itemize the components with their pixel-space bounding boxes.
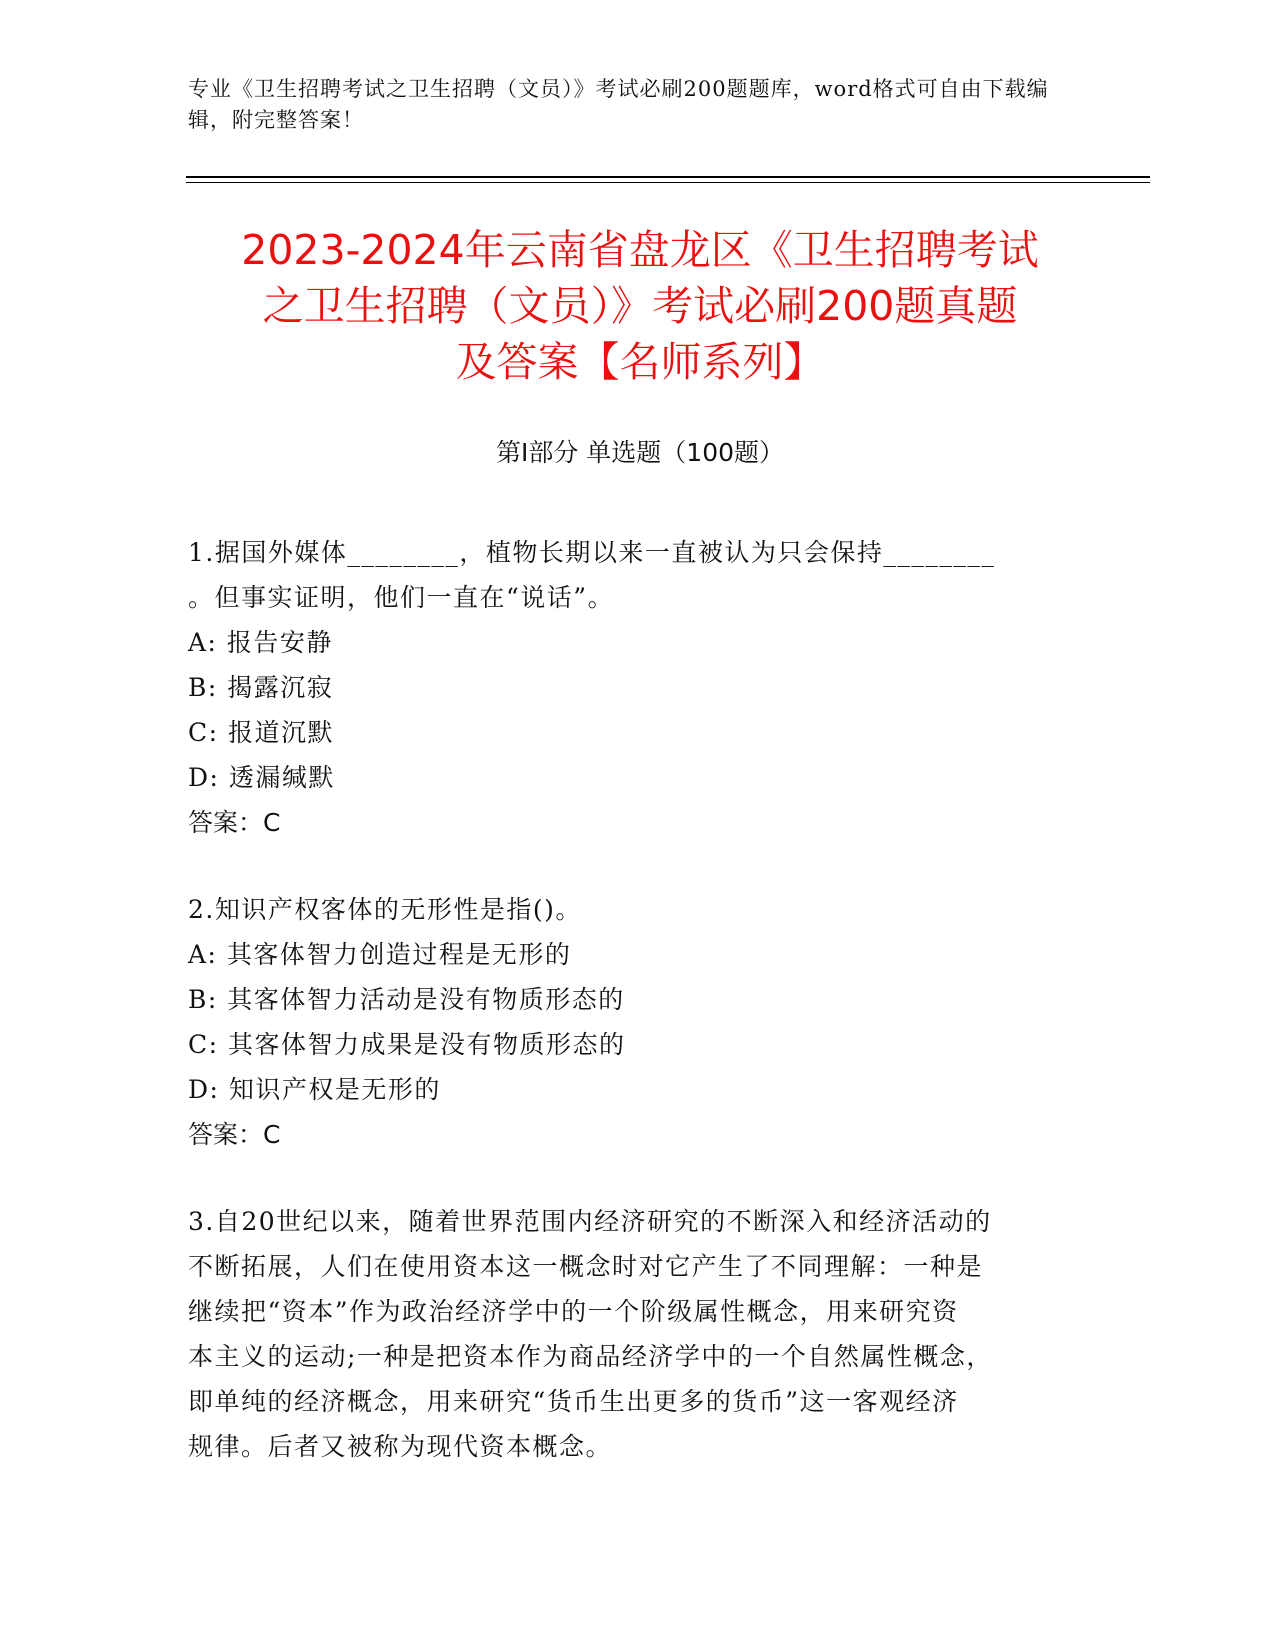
question-3-stem-line-5: 即单纯的经济概念，用来研究“货币生出更多的货币”这一客观经济	[188, 1387, 959, 1416]
question-1-option-c: C: 报道沉默	[188, 718, 334, 747]
question-2-option-b: B: 其客体智力活动是没有物质形态的	[188, 985, 625, 1014]
header-note: 专业《卫生招聘考试之卫生招聘（文员）》考试必刷200题题库，word格式可自由下载编辑，附完整答案！	[188, 77, 1049, 132]
document-title-line-1: 2023-2024年云南省盘龙区《卫生招聘考试	[241, 226, 1039, 274]
question-3-stem-line-4: 本主义的运动;一种是把资本作为商品经济学中的一个自然属性概念，	[188, 1342, 993, 1371]
document-title-line-2: 之卫生招聘（文员）》考试必刷200题真题	[262, 282, 1018, 330]
question-1-option-b: B: 揭露沉寂	[188, 673, 334, 702]
question-2-option-c: C: 其客体智力成果是没有物质形态的	[188, 1030, 626, 1059]
question-3-stem-line-6: 规律。后者又被称为现代资本概念。	[188, 1432, 613, 1461]
question-1	[188, 530, 1088, 845]
question-1-option-d: D: 透漏缄默	[188, 763, 335, 792]
question-list	[188, 530, 1088, 1511]
question-2-answer: 答案：C	[188, 1120, 281, 1149]
question-2	[188, 887, 1088, 1157]
question-3-stem-line-3: 继续把“资本”作为政治经济学中的一个阶级属性概念，用来研究资	[188, 1297, 959, 1326]
question-1-stem-line-2: 。但事实证明，他们一直在“说话”。	[188, 583, 615, 612]
question-2-stem: 2.知识产权客体的无形性是指()。	[188, 895, 582, 924]
document-title	[190, 222, 1090, 390]
header-divider-thin	[186, 182, 1150, 183]
header-divider-thick	[186, 176, 1150, 178]
question-1-answer: 答案：C	[188, 808, 281, 837]
section-title: 第Ⅰ部分 单选题（100题）	[495, 438, 785, 467]
question-1-option-a: A: 报告安静	[188, 628, 333, 657]
document-title-line-3: 及答案【名师系列】	[455, 338, 825, 386]
question-3	[188, 1199, 1088, 1469]
question-1-stem-line-1: 1.据国外媒体________，植物长期以来一直被认为只会保持________	[188, 538, 996, 567]
question-2-option-a: A: 其客体智力创造过程是无形的	[188, 940, 572, 969]
question-3-stem-line-1: 3.自20世纪以来，随着世界范围内经济研究的不断深入和经济活动的	[188, 1207, 992, 1236]
question-3-stem-line-2: 不断拓展，人们在使用资本这一概念时对它产生了不同理解：一种是	[188, 1252, 984, 1281]
question-2-option-d: D: 知识产权是无形的	[188, 1075, 441, 1104]
